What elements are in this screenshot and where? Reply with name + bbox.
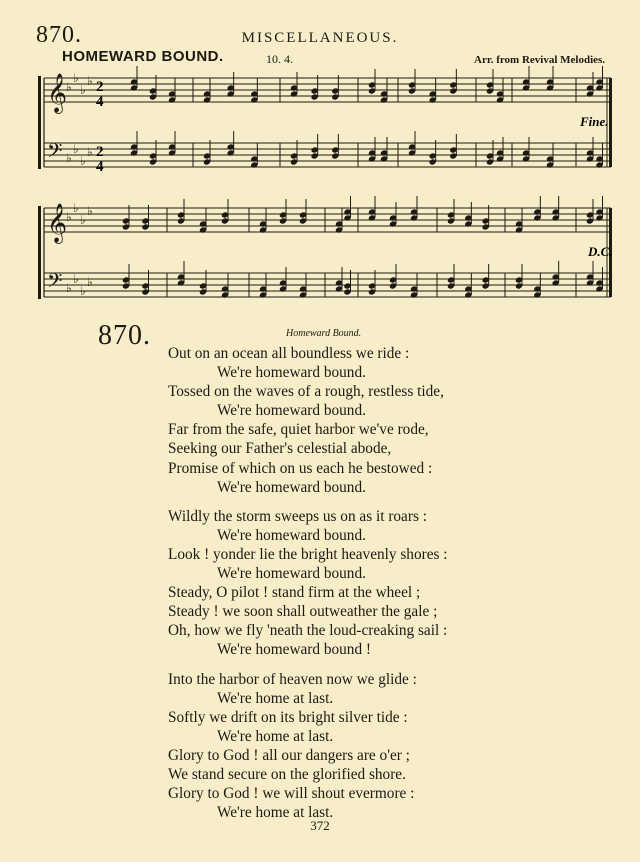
tune-title: HOMEWARD BOUND. bbox=[62, 48, 224, 65]
flat-sign: ♭ bbox=[80, 284, 86, 298]
verse-line: Glory to God ! we will shout evermore : bbox=[168, 785, 415, 803]
meter: 10. 4. bbox=[266, 52, 293, 66]
clefs bbox=[47, 71, 93, 298]
text-hymn-number: 870. bbox=[98, 320, 151, 351]
refrain-line: We're homeward bound. bbox=[217, 565, 366, 583]
time-signature-top-treble: 2 bbox=[96, 79, 104, 95]
flat-sign: ♭ bbox=[66, 281, 72, 295]
flat-sign: ♭ bbox=[73, 71, 79, 85]
verse-line: Steady ! we soon shall outweather the gale ; bbox=[168, 603, 438, 621]
stanza-2 bbox=[168, 507, 608, 660]
hymn-number: 870. bbox=[36, 22, 82, 48]
flat-sign: ♭ bbox=[80, 83, 86, 97]
verses bbox=[168, 344, 608, 822]
verse-line: Tossed on the waves of a rough, restless tide, bbox=[168, 383, 444, 401]
flat-sign: ♭ bbox=[73, 201, 79, 215]
time-signature-bottom-bass: 4 bbox=[96, 159, 104, 175]
text-heading: Homeward Bound. bbox=[286, 328, 362, 339]
dc-mark: D.C. bbox=[588, 244, 613, 259]
flat-sign: ♭ bbox=[87, 275, 93, 289]
fine-mark: Fine. bbox=[580, 114, 609, 129]
verse-line: Into the harbor of heaven now we glide : bbox=[168, 670, 417, 688]
flat-sign: ♭ bbox=[80, 213, 86, 227]
flat-sign: ♭ bbox=[87, 204, 93, 218]
refrain-line: We're homeward bound. bbox=[217, 526, 366, 544]
verse-line: Out on an ocean all boundless we ride : bbox=[168, 345, 410, 362]
refrain-line: We're home at last. bbox=[217, 727, 334, 745]
section-header: MISCELLANEOUS. bbox=[241, 30, 399, 46]
verse-line: Oh, how we fly 'neath the loud-creaking sail : bbox=[168, 622, 448, 640]
flat-sign: ♭ bbox=[87, 74, 93, 88]
refrain-line: We're homeward bound. bbox=[217, 402, 366, 420]
verse-line: Glory to God ! all our dangers are o'er ; bbox=[168, 746, 410, 764]
verse-line: Softly we drift on its bright silver tide : bbox=[168, 708, 408, 726]
flat-sign: ♭ bbox=[66, 80, 72, 94]
arranger-credit: Arr. from Revival Melodies. bbox=[474, 54, 606, 66]
verse-line: We stand secure on the glorified shore. bbox=[168, 765, 406, 783]
staff-lines bbox=[38, 76, 612, 299]
verse-line: Look ! yonder lie the bright heavenly shores : bbox=[168, 545, 448, 563]
refrain-line: We're home at last. bbox=[217, 804, 334, 822]
flat-sign: ♭ bbox=[87, 145, 93, 159]
bass-clef: 𝄢 bbox=[47, 269, 63, 297]
verse-line: Promise of which on us each he bestowed : bbox=[168, 459, 433, 477]
flat-sign: ♭ bbox=[73, 272, 79, 286]
page-number: 372 bbox=[310, 818, 330, 833]
refrain-line: We're homeward bound. bbox=[217, 364, 366, 382]
flat-sign: ♭ bbox=[66, 210, 72, 224]
refrain-line: We're home at last. bbox=[217, 689, 334, 707]
treble-clef: 𝄞 bbox=[47, 203, 68, 243]
flat-sign: ♭ bbox=[80, 154, 86, 168]
flat-sign: ♭ bbox=[73, 142, 79, 156]
system-bracket bbox=[38, 206, 41, 299]
music-score bbox=[0, 0, 640, 320]
stanza-3 bbox=[168, 670, 608, 823]
verse-line: Seeking our Father's celestial abode, bbox=[168, 440, 392, 458]
stanza-1 bbox=[168, 344, 608, 497]
time-signature-bottom-treble: 4 bbox=[96, 94, 104, 110]
final-barline bbox=[609, 78, 612, 167]
verse-line: Wildly the storm sweeps us on as it roars : bbox=[168, 507, 427, 525]
verse-line: Steady, O pilot ! stand firm at the wheel ; bbox=[168, 584, 421, 602]
bass-clef: 𝄢 bbox=[47, 139, 63, 167]
system-bracket bbox=[38, 76, 41, 169]
treble-clef: 𝄞 bbox=[47, 73, 68, 113]
verse-line: Far from the safe, quiet harbor we've rode, bbox=[168, 421, 429, 439]
flat-sign: ♭ bbox=[66, 151, 72, 165]
notes bbox=[122, 66, 604, 299]
refrain-line: We're homeward bound. bbox=[217, 478, 366, 496]
time-signature-top-bass: 2 bbox=[96, 144, 104, 160]
refrain-line: We're homeward bound ! bbox=[217, 641, 372, 659]
